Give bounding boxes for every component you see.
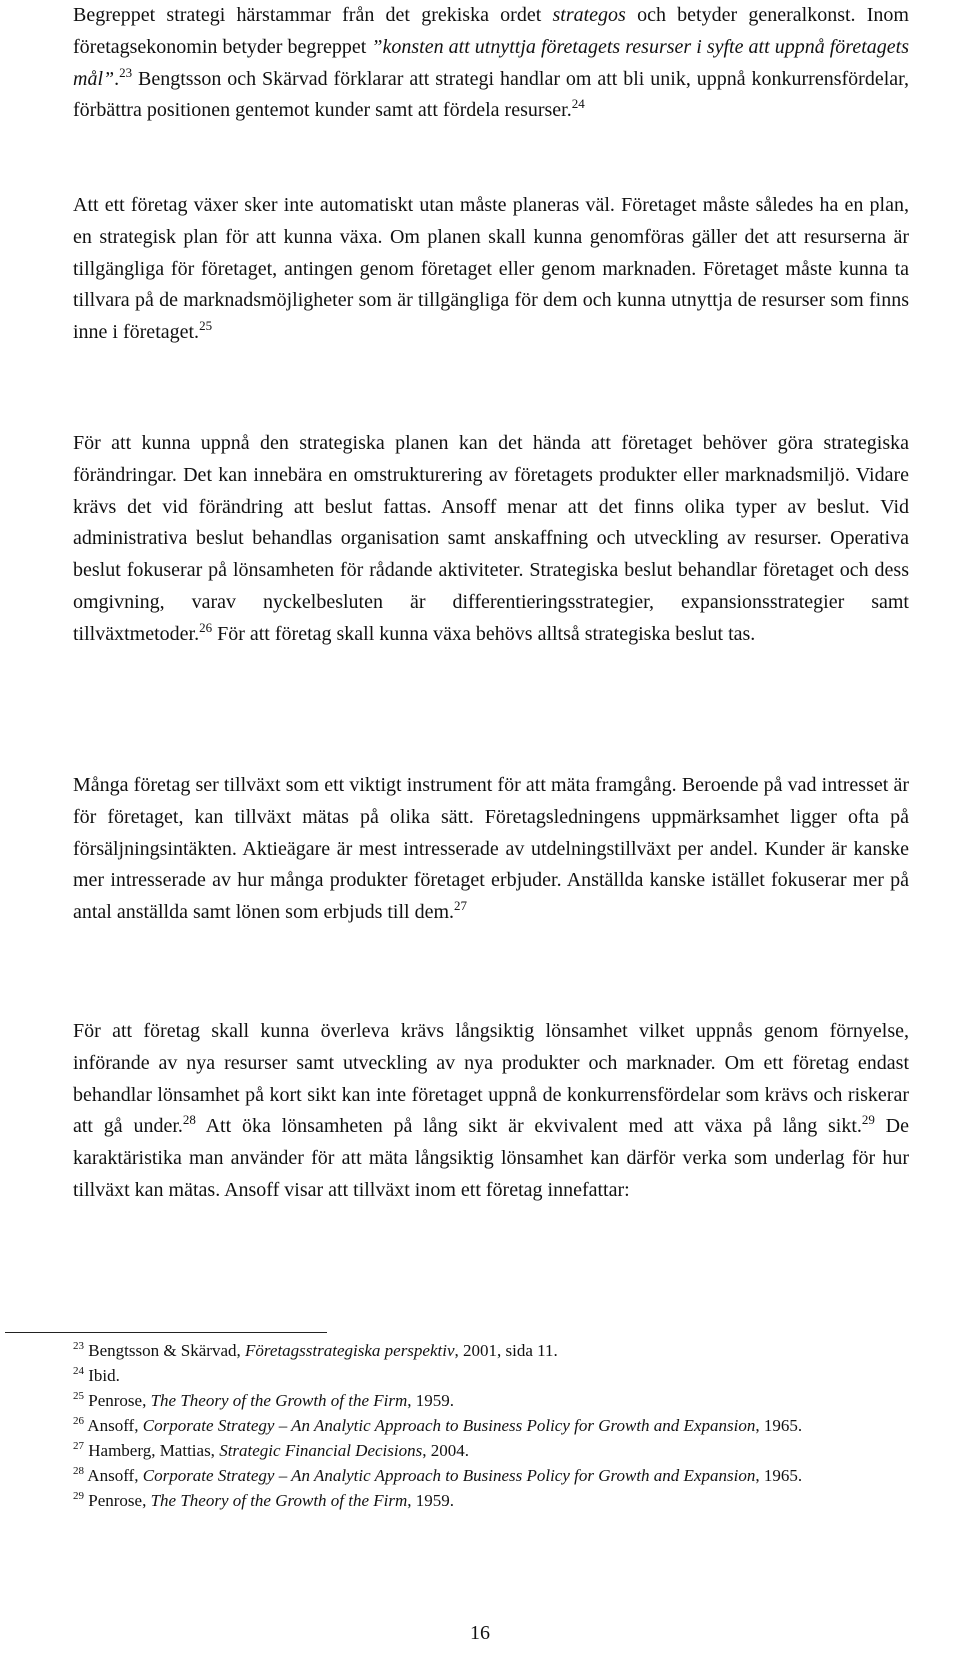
footnote-23 (73, 1338, 909, 1363)
paragraph-strategiska-beslut (73, 428, 909, 651)
italic-text: The Theory of the Growth of the Firm (150, 1491, 408, 1510)
italic-text: Corporate Strategy – An Analytic Approach to Business Policy for Growth and Expansion (142, 1416, 756, 1435)
italic-text: Corporate Strategy – An Analytic Approach to Business Policy for Growth and Expansion (142, 1466, 756, 1485)
text-run: Begreppet strategi härstammar från det grekiska ordet (73, 4, 553, 26)
italic-text: ”konsten att utnyttja företagets resurser i syfte att uppnå företagets mål” (73, 35, 909, 90)
text-run: , 2004. (422, 1441, 469, 1460)
footnote-28 (73, 1463, 909, 1488)
text-run: För att kunna uppnå den strategiska planen kan det hända att företaget behöver göra strategiska förändringar. Det kan innebära en omstrukturering av företagets produkter eller marknadsmiljö. Vidare krävs det vid förändring att beslut fattas. Ansoff menar att det finns olika typer av beslut. Vid administrativa beslut behandlas organisation samt anskaffning och utveckling av resurser. Operativa beslut fokuserar på lönsamheten för rådande aktiviteter. Strategiska beslut behandlar företaget och dess omgivning, varav nyckelbesluten är differentieringsstrategier, expansionsstrategier samt tillväxtmetoder. (73, 432, 909, 645)
footnote-ref: 23 (73, 1340, 84, 1352)
text-run: , 1959. (407, 1491, 455, 1510)
paragraph-lonsamhet (73, 1016, 909, 1207)
paragraph-tillvaxt-matning (73, 770, 909, 929)
text-run: Att ett företag växer sker inte automatiskt utan måste planeras väl. Företaget måste således ha en plan, en strategisk plan för att kunna växa. Om planen skall kunna genomföras gäller det att resurserna är tillgängliga för företaget, antingen genom företaget eller genom marknaden. Företaget måste kunna ta tillvara på de marknadsmöjligheter som är tillgängliga för dem och kunna utnyttja de resurser som finns inne i företaget. (73, 194, 909, 344)
footnote-ref: 25 (199, 318, 213, 334)
text-run: För att företag skall kunna överleva krävs långsiktig lönsamhet vilket uppnås genom förnyelse, införande av nya resurser samt utveckling av nya produkter och marknader. Om ett företag endast behandlar lönsamhet på kort sikt kan inte företaget uppnå de konkurrensfördelar som krävs och riskerar att gå under. (73, 1020, 909, 1138)
text-run: Penrose, (84, 1391, 151, 1410)
text-run: och betyder generalkonst. Inom företagsekonomin betyder begreppet (73, 4, 909, 58)
text-run: Att öka lönsamheten på lång sikt är ekvivalent med att växa på lång sikt. (195, 1115, 862, 1138)
footnote-ref: 24 (73, 1365, 84, 1377)
footnote-ref: 27 (454, 898, 468, 914)
paragraph-strategi-definition (73, 0, 909, 127)
paragraph-planering (73, 190, 909, 349)
footnote-ref: 23 (119, 64, 133, 80)
italic-text: Strategic Financial Decisions (219, 1441, 423, 1460)
text-run: För att företag skall kunna växa behövs alltså strategiska beslut tas. (212, 622, 756, 645)
footnote-ref: 29 (73, 1490, 84, 1502)
footnote-ref: 27 (73, 1440, 84, 1452)
footnote-ref: 26 (73, 1415, 84, 1427)
text-run: . (114, 67, 120, 90)
text-run: , 1965. (755, 1416, 803, 1435)
italic-text: strategos (552, 4, 626, 26)
italic-text: The Theory of the Growth of the Firm (150, 1391, 408, 1410)
footnote-27 (73, 1438, 909, 1463)
page-number: 16 (470, 1622, 490, 1644)
text-run: Bengtsson & Skärvad, (84, 1341, 246, 1360)
footnotes (73, 1338, 909, 1513)
text-run: Ansoff, (84, 1466, 143, 1485)
italic-text: Företagsstrategiska perspektiv (245, 1341, 455, 1360)
footnote-ref: 28 (73, 1465, 84, 1477)
text-run: , 1965. (755, 1466, 803, 1485)
footnote-24 (73, 1363, 909, 1388)
footnote-separator (5, 1332, 327, 1333)
text-run: Ansoff, (84, 1416, 143, 1435)
footnote-ref: 26 (199, 619, 213, 635)
footnote-ref: 25 (73, 1390, 84, 1402)
text-run: Ibid. (84, 1366, 120, 1385)
footnote-26 (73, 1413, 909, 1438)
text-run: Bengtsson och Skärvad förklarar att strategi handlar om att bli unik, uppnå konkurrensfördelar, förbättra positionen gentemot kunder samt att fördela resurser. (73, 67, 909, 122)
text-run: De karaktäristika man använder för att mäta långsiktig lönsamhet kan därför verka som underlag för hur tillväxt kan mätas. Ansoff visar att tillväxt inom ett företag innefattar: (73, 1115, 910, 1201)
text-run: Många företag ser tillväxt som ett viktigt instrument för att mäta framgång. Beroende på vad intresset är för företaget, kan tillväxt mätas på olika sätt. Företagsledningens uppmärksamhet ligger ofta på försäljningsintäkten. Aktieägare är mest intresserade av utdelningstillväxt per andel. Kunder är kanske mer intresserade av hur många produkter företaget erbjuder. Anställda kanske istället fokuserar mer på antal anställda samt lönen som erbjuds till dem. (73, 774, 909, 924)
text-run: , 2001, sida 11. (454, 1341, 558, 1360)
footnote-25 (73, 1388, 909, 1413)
footnote-29 (73, 1488, 909, 1513)
footnote-ref: 29 (861, 1112, 875, 1128)
text-run: Penrose, (84, 1491, 151, 1510)
footnote-ref: 28 (182, 1112, 196, 1128)
text-run: Hamberg, Mattias, (84, 1441, 220, 1460)
text-run: , 1959. (407, 1391, 455, 1410)
footnote-ref: 24 (571, 96, 585, 112)
